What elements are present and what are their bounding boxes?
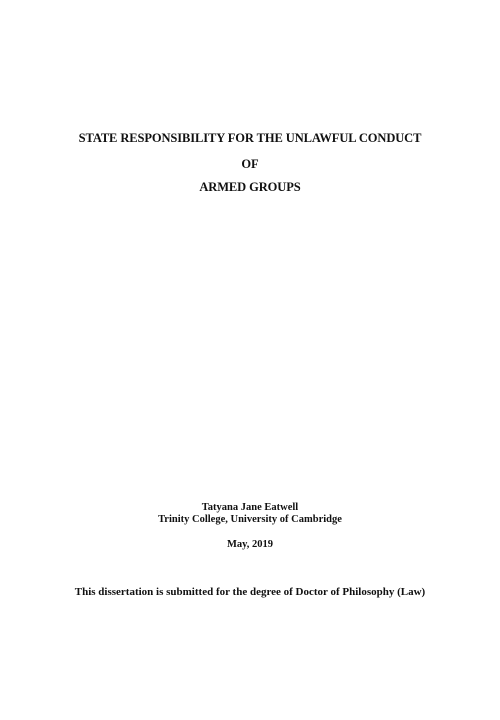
author-name: Tatyana Jane Eatwell [201, 502, 299, 513]
title-line-3: ARMED GROUPS [199, 180, 301, 194]
title-line-1: STATE RESPONSIBILITY FOR THE UNLAWFUL CONDUCT [78, 131, 422, 145]
submission-date: May, 2019 [226, 539, 274, 550]
title-line-2: OF [241, 157, 259, 171]
degree-statement: This dissertation is submitted for the degree of Doctor of Philosophy (Law) [74, 586, 426, 598]
author-affiliation: Trinity College, University of Cambridge [158, 514, 342, 525]
